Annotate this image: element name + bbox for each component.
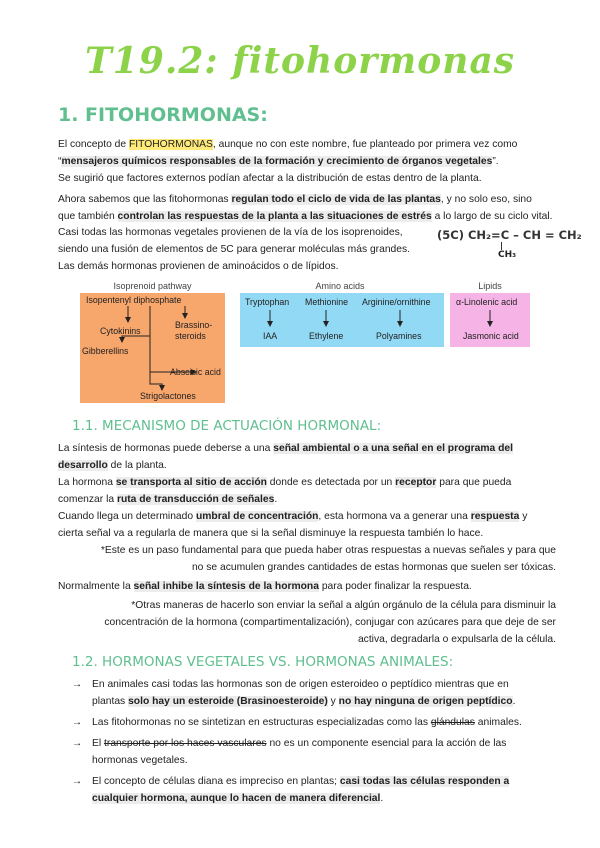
isoprenoid-label: Isoprenoid pathway <box>113 281 192 291</box>
arrow-bullet-icon: → <box>72 738 83 749</box>
page-title: T19.2: fitohormonas <box>84 40 516 82</box>
methionine: Methionine <box>305 297 349 307</box>
paragraph-regulation: Ahora sabemos que las fitohormonas regulan todo el ciclo de vida de las plantas, y no solo eso, sino que también controlan las respuestas de la planta a las situaciones de estrés a lo largo de su ciclo vital. <box>58 194 553 222</box>
arrow-strigolactones <box>150 372 162 390</box>
note-other-ways: *Otras maneras de hacerlo son enviar la señal a algún orgánulo de la célula para disminuir la concentración de la hormona (compartimentalización), conjugar con azúcares para que deje de ser activa, degradarla o expulsarla de la célula. <box>104 600 556 645</box>
arrow-bullet-icon: → <box>72 679 83 690</box>
section-heading-1: 1. FITOHORMONAS: <box>58 104 268 126</box>
iaa: IAA <box>263 331 278 341</box>
cytokinins: Cytokinins <box>100 326 141 336</box>
strigolactones: Strigolactones <box>140 391 196 401</box>
arrow-bullet-icon: → <box>72 776 83 787</box>
gibberellins: Gibberellins <box>82 346 129 356</box>
list-item: → El transporte por los haces vasculares no es un componente esencial para la acción de las hormonas vegetales. <box>72 735 552 769</box>
arginine-ornithine: Arginine/ornithine <box>362 297 431 307</box>
list-item: → El concepto de células diana es impreciso en plantas; casi todas las células responden a cualquier hormona, aunque lo hacen de manera diferencial. <box>72 773 552 807</box>
linolenic-acid: α-Linolenic acid <box>456 297 518 307</box>
paragraph-external-factors: Se sugirió que factores externos podían afectar a la distribución de estas dentro de la planta. <box>58 173 482 184</box>
list-item: → Las fitohormonas no se sintetizan en estructuras especializadas como las glándulas animales. <box>72 714 552 731</box>
arrow-ipp-gibberellins <box>122 306 150 342</box>
paragraph-transport: La hormona se transporta al sitio de acción donde es detectada por un receptor para que pueda comenzar la ruta de transducción de señales. <box>58 477 512 505</box>
highlight-fitohormonas: FITOHORMONAS <box>128 139 213 150</box>
abscisic-acid: Abscisic acid <box>170 367 221 377</box>
paragraph-inhibition: Normalmente la señal inhibe la síntesis de la hormona para poder finalizar la respuesta. <box>58 581 472 592</box>
comparison-list <box>72 676 552 807</box>
paragraph-concept: El concepto de FITOHORMONAS, aunque no con este nombre, fue planteado por primera vez como “mensajeros químicos responsables de la formación y crecimiento de órganos vegetales”. <box>58 139 518 167</box>
paragraph-synthesis: La síntesis de hormonas puede deberse a una señal ambiental o a una señal en el programa del desarrollo de la planta. <box>58 443 514 471</box>
ethylene: Ethylene <box>309 331 344 341</box>
section-heading-1-1: 1.1. MECANISMO DE ACTUACIÓN HORMONAL: <box>72 418 382 434</box>
list-item: → En animales casi todas las hormonas son de origen esteroideo o peptídico mientras que en plantas solo hay un esteroide (Brasinoesteroide) y no hay ninguna de origen peptídico. <box>72 676 552 710</box>
lipid-label: Lipids <box>478 281 502 291</box>
jasmonic-acid: Jasmonic acid <box>463 331 519 341</box>
tryptophan: Tryptophan <box>245 297 290 307</box>
paragraph-isoprenoids: Casi todas las hormonas vegetales provienen de la vía de los isoprenoides, siendo una fusión de elementos de 5C para generar moléculas más grandes. <box>58 227 411 255</box>
amino-label: Amino acids <box>315 281 365 291</box>
isoprene-formula: (5C) CH₂=C – CH = CH₂ <box>437 228 582 242</box>
isopentenyl-diphosphate: Isopentenyl diphosphate <box>86 295 182 305</box>
brassinosteroids: Brassino- steroids <box>175 320 213 341</box>
note-toxicity: *Este es un paso fundamental para que pueda haber otras respuestas a nuevas señales y para que no se acumulen grandes cantidades de estas hormonas que suelen ser tóxicas. <box>100 545 556 573</box>
formula-methyl: CH₃ <box>498 250 517 260</box>
arrow-bullet-icon: → <box>72 717 83 728</box>
paragraph-other-hormones: Las demás hormonas provienen de aminoácidos o de lípidos. <box>58 261 339 272</box>
section-heading-1-2: 1.2. HORMONAS VEGETALES VS. HORMONAS ANIMALES: <box>72 654 454 670</box>
polyamines: Polyamines <box>376 331 422 341</box>
paragraph-threshold: Cuando llega un determinado umbral de concentración, esta hormona va a generar una respuesta y cierta señal va a regularla de manera que si la señal disminuye la respuesta también lo hace. <box>58 511 528 539</box>
